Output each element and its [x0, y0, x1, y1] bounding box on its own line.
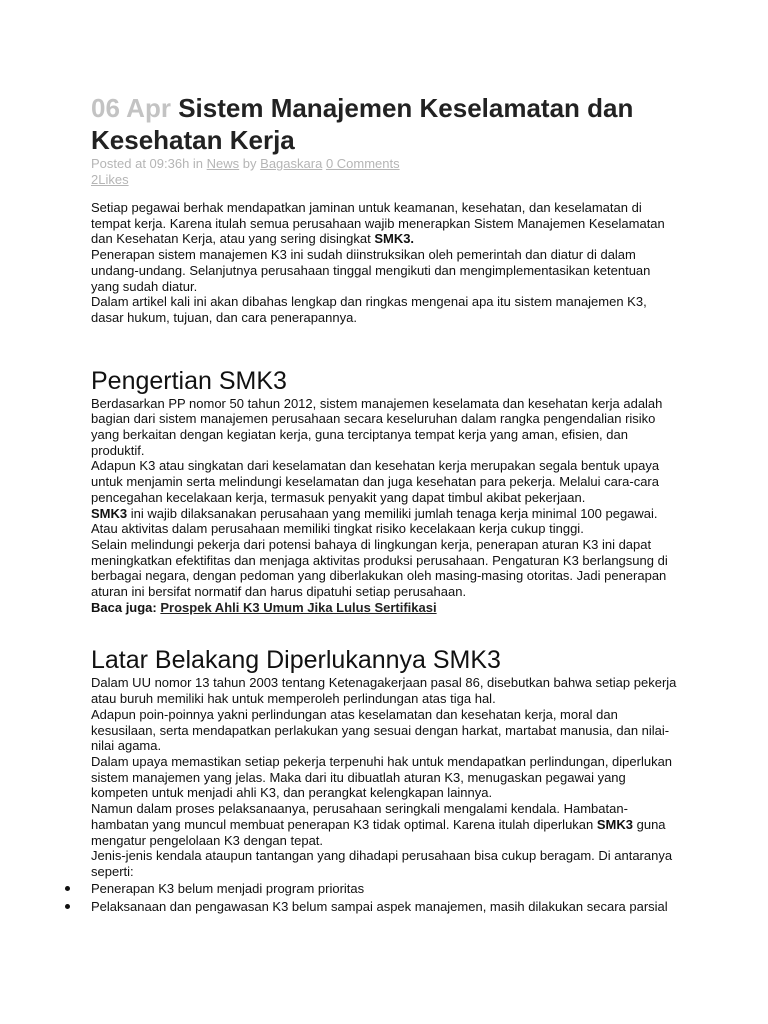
by-label: by: [242, 156, 257, 171]
bullet-icon: [65, 904, 70, 909]
posted-at: Posted at 09:36h in: [91, 156, 204, 171]
post-meta: [91, 156, 681, 188]
section-heading-latar-belakang: Latar Belakang Diperlukannya SMK3: [91, 646, 501, 675]
paragraph: Adapun poin-poinnya yakni perlindungan atas keselamatan dan kesehatan kerja, moral dan kesusilaan, serta mendapatkan perlakukan yang sesuai dengan harkat, martabat manusia, dan nilai-nilai agama.: [91, 706, 670, 754]
smk3-text: ini wajib dilaksanakan perusahaan yang memiliki jumlah tenaga kerja minimal 100 pegawai. Atau aktivitas dalam perusahaan memiliki tingkat risiko kecelakaan kerja cukup tinggi.: [91, 505, 658, 537]
intro-section: [91, 200, 681, 326]
article: [91, 92, 681, 916]
p4-text: Namun dalam proses pelaksanaanya, perusahaan seringkali mengalami kendala. Hambatan-hambatan yang muncul membuat penerapan K3 tidak optimal. Karena itulah diperlukan: [91, 801, 628, 832]
paragraph: Dalam UU nomor 13 tahun 2003 tentang Ketenagakerjaan pasal 86, disebutkan bahwa setiap pekerja atau buruh memiliki hak untuk memperoleh perlindungan atas tiga hal.: [91, 675, 677, 707]
section-pengertian: [91, 396, 681, 616]
post-title-heading: [91, 92, 681, 156]
intro-paragraph: Dalam artikel kali ini akan dibahas lengkap dan ringkas mengenai apa itu sistem manajemen K3, dasar hukum, tujuan, dan cara penerapannya.: [91, 294, 647, 325]
section-heading-pengertian: Pengertian SMK3: [91, 366, 287, 395]
paragraph: [91, 801, 681, 848]
list-item: [91, 898, 681, 916]
list-item-text: Pelaksanaan dan pengawasan K3 belum sampai aspek manajemen, masih dilakukan secara parsial: [91, 898, 668, 914]
read-also-link[interactable]: Prospek Ahli K3 Umum Jika Lulus Sertifikasi: [160, 599, 437, 615]
p4-bold-smk3: SMK3: [596, 816, 633, 832]
intro-bold-smk3: SMK3.: [374, 231, 415, 247]
section-latar-belakang: [91, 675, 681, 915]
read-also-label: Baca juga:: [91, 599, 157, 615]
list-item-text: Penerapan K3 belum menjadi program prioritas: [91, 880, 365, 896]
paragraph: Adapun K3 atau singkatan dari keselamatan dan kesehatan kerja merupakan segala bentuk upaya untuk menjamin serta melindungi keselamatan dan juga kesehatan para pekerja. Melalui cara-cara pencegahan kecelakaan kerja, termasuk penyakit yang dapat timbul akibat pekerjaan.: [91, 458, 660, 505]
paragraph: Jenis-jenis kendala ataupun tantangan yang dihadapi perusahaan bisa cukup beragam. Di antaranya seperti:: [91, 848, 673, 879]
kendala-list: [91, 880, 681, 916]
intro-text-1: Setiap pegawai berhak mendapatkan jaminan untuk keamanan, kesehatan, dan keselamatan di tempat kerja. Karena itulah semua perusahaan wajib menerapkan Sistem Manajemen Keselamatan dan Kesehatan Kerja, atau yang sering disingkat: [91, 200, 665, 247]
paragraph: [91, 506, 681, 537]
author-link[interactable]: Bagaskara: [260, 156, 323, 171]
comments-link[interactable]: 0 Comments: [325, 156, 400, 171]
likes-link[interactable]: 2Likes: [91, 172, 129, 187]
bullet-icon: [65, 886, 70, 891]
smk3-bold: SMK3: [91, 505, 128, 521]
intro-paragraph: [91, 200, 681, 247]
read-also: [91, 600, 681, 616]
intro-paragraph: Penerapan sistem manajemen K3 ini sudah diinstruksikan oleh pemerintah dan diatur di dalam undang-undang. Selanjutnya perusahaan tinggal mengikuti dan mengimplementasikan ketentuan yang sudah diatur.: [91, 247, 651, 294]
post-title: Sistem Manajemen Keselamatan dan Kesehatan Kerja: [91, 93, 634, 155]
paragraph: Selain melindungi pekerja dari potensi bahaya di lingkungan kerja, penerapan aturan K3 ini dapat meningkatkan efektifitas dan menjaga aktivitas produksi perusahaan. Pengaturan K3 berlangsung di berbagai negara, dengan pedoman yang diberlakukan oleh masing-masing otoritas. Jadi penerapan aturan ini bersifat normatif dan harus dipatuhi setiap perusahaan.: [91, 536, 668, 600]
list-item: [91, 880, 681, 898]
p4-tail: guna mengatur pengelolaan K3 dengan tepat.: [91, 816, 666, 848]
paragraph: Dalam upaya memastikan setiap pekerja terpenuhi hak untuk mendapatkan perlindungan, diperlukan sistem manajemen yang jelas. Maka dari itu dibuatlah aturan K3, menugaskan pegawai yang kompeten untuk menjadi ahli K3, dan perangkat kelengkapan lainnya.: [91, 753, 673, 801]
category-link[interactable]: News: [206, 156, 240, 171]
post-date: 06 Apr: [91, 93, 171, 123]
paragraph: Berdasarkan PP nomor 50 tahun 2012, sistem manajemen keselamata dan kesehatan kerja adalah bagian dari sistem manajemen perusahaan secara keseluruhan dalam rangka pengendalian risiko yang berkaitan dengan kegiatan kerja, guna terciptanya tempat kerja yang aman, efisien, dan produktif.: [91, 395, 663, 458]
